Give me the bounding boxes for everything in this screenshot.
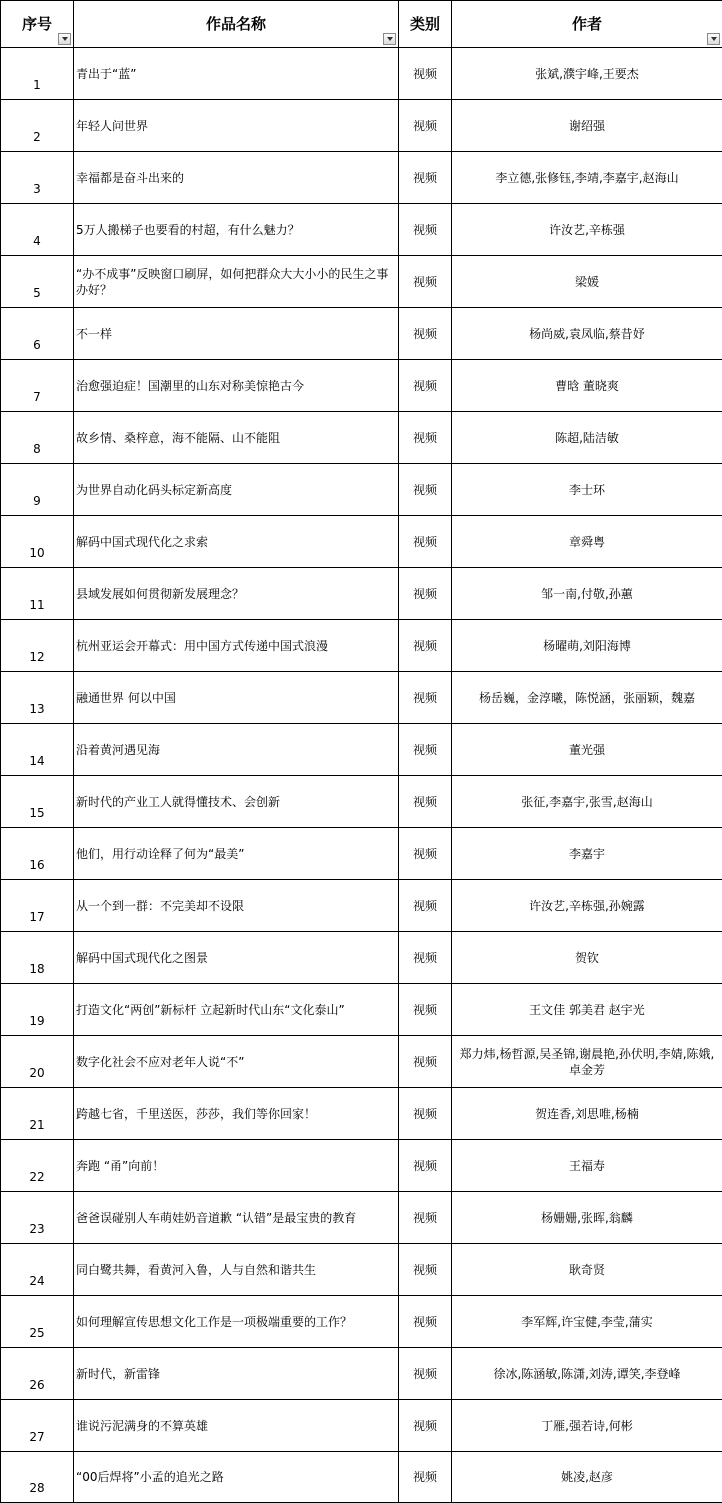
cell-work-title: 解码中国式现代化之求索 [74,516,399,568]
table-row [1,48,722,100]
cell-category: 视频 [399,828,452,880]
cell-work-title: “办不成事”反映窗口刷屏，如何把群众大大小小的民生之事办好？ [74,256,399,308]
cell-number: 17 [1,880,74,932]
cell-work-title: 幸福都是奋斗出来的 [74,152,399,204]
cell-author: 许汝艺,辛栋强 [452,204,722,256]
header-cell-category [399,1,452,48]
cell-category: 视频 [399,152,452,204]
cell-number: 12 [1,620,74,672]
table-row [1,1400,722,1452]
cell-author: 章舜粤 [452,516,722,568]
cell-author: 贺连香,刘思唯,杨楠 [452,1088,722,1140]
cell-number: 5 [1,256,74,308]
table-row [1,880,722,932]
cell-number: 6 [1,308,74,360]
table-row [1,724,722,776]
cell-work-title: 奔跑 “甬”向前！ [74,1140,399,1192]
cell-author: 丁雁,强若诗,何彬 [452,1400,722,1452]
table-row [1,100,722,152]
cell-work-title: 5万人搬梯子也要看的村超，有什么魅力？ [74,204,399,256]
cell-category: 视频 [399,724,452,776]
cell-author: 张征,李嘉宇,张雪,赵海山 [452,776,722,828]
table-row [1,932,722,984]
cell-author: 郑力炜,杨哲源,吴圣锦,谢晨艳,孙伏明,李婧,陈娥,卓金芳 [452,1036,722,1088]
table-row [1,1244,722,1296]
cell-number: 23 [1,1192,74,1244]
cell-number: 10 [1,516,74,568]
header-cell-name [74,1,399,48]
cell-work-title: 新时代，新雷锋 [74,1348,399,1400]
cell-work-title: 跨越七省，千里送医，莎莎，我们等你回家！ [74,1088,399,1140]
cell-work-title: 治愈强迫症！国潮里的山东对称美惊艳古今 [74,360,399,412]
cell-number: 7 [1,360,74,412]
cell-category: 视频 [399,672,452,724]
header-row [1,1,722,48]
cell-author: 谢绍强 [452,100,722,152]
table-row [1,776,722,828]
cell-number: 8 [1,412,74,464]
cell-number: 22 [1,1140,74,1192]
cell-number: 24 [1,1244,74,1296]
cell-number: 9 [1,464,74,516]
cell-category: 视频 [399,48,452,100]
cell-author: 董光强 [452,724,722,776]
table-row [1,828,722,880]
cell-number: 15 [1,776,74,828]
cell-author: 梁媛 [452,256,722,308]
cell-number: 28 [1,1452,74,1503]
cell-author: 杨岳巍，金淳曦，陈悦涵，张丽颖，魏嘉 [452,672,722,724]
cell-author: 耿奇贤 [452,1244,722,1296]
table-row [1,152,722,204]
cell-number: 27 [1,1400,74,1452]
cell-author: 邹一南,付敬,孙蕙 [452,568,722,620]
cell-work-title: 县域发展如何贯彻新发展理念？ [74,568,399,620]
cell-number: 16 [1,828,74,880]
cell-category: 视频 [399,568,452,620]
table-row [1,464,722,516]
table-row [1,516,722,568]
cell-category: 视频 [399,464,452,516]
cell-work-title: 融通世界 何以中国 [74,672,399,724]
cell-category: 视频 [399,516,452,568]
cell-author: 李军辉,许宝健,李莹,蒲实 [452,1296,722,1348]
cell-category: 视频 [399,1400,452,1452]
cell-work-title: 爸爸误碰别人车萌娃奶音道歉 “认错”是最宝贵的教育 [74,1192,399,1244]
cell-work-title: 解码中国式现代化之图景 [74,932,399,984]
cell-work-title: 不一样 [74,308,399,360]
cell-work-title: 他们，用行动诠释了何为“最美” [74,828,399,880]
cell-category: 视频 [399,932,452,984]
cell-category: 视频 [399,776,452,828]
header-cell-num [1,1,74,48]
table-row [1,204,722,256]
cell-author: 王福寿 [452,1140,722,1192]
cell-work-title: 从一个到一群：不完美却不设限 [74,880,399,932]
cell-author: 姚凌,赵彦 [452,1452,722,1503]
cell-author: 杨姗姗,张晖,翁麟 [452,1192,722,1244]
header-label-num: 序号 [1,1,73,47]
cell-work-title: 青出于“蓝” [74,48,399,100]
cell-author: 张斌,濮宇峰,王要杰 [452,48,722,100]
table-row [1,568,722,620]
header-label-author: 作者 [452,1,722,47]
cell-category: 视频 [399,204,452,256]
cell-category: 视频 [399,412,452,464]
header-label-category: 类别 [399,1,451,47]
cell-number: 14 [1,724,74,776]
cell-work-title: 沿着黄河遇见海 [74,724,399,776]
cell-category: 视频 [399,620,452,672]
cell-author: 李士环 [452,464,722,516]
cell-number: 4 [1,204,74,256]
cell-number: 26 [1,1348,74,1400]
table-row [1,1140,722,1192]
cell-work-title: 杭州亚运会开幕式：用中国方式传递中国式浪漫 [74,620,399,672]
table-row [1,1348,722,1400]
cell-category: 视频 [399,256,452,308]
filter-dropdown-icon[interactable] [707,33,720,45]
table-row [1,984,722,1036]
cell-work-title: 数字化社会不应对老年人说“不” [74,1036,399,1088]
cell-author: 许汝艺,辛栋强,孙婉露 [452,880,722,932]
cell-author: 贺钦 [452,932,722,984]
table-row [1,1452,722,1503]
table-row [1,1036,722,1088]
cell-work-title: 年轻人问世界 [74,100,399,152]
cell-category: 视频 [399,1452,452,1503]
cell-number: 13 [1,672,74,724]
cell-number: 20 [1,1036,74,1088]
cell-number: 2 [1,100,74,152]
cell-number: 25 [1,1296,74,1348]
cell-category: 视频 [399,1192,452,1244]
cell-category: 视频 [399,1140,452,1192]
table-row [1,1192,722,1244]
cell-category: 视频 [399,1244,452,1296]
cell-number: 1 [1,48,74,100]
table-row [1,256,722,308]
filter-dropdown-icon[interactable] [58,33,71,45]
cell-work-title: 谁说污泥满身的不算英雄 [74,1400,399,1452]
table-row [1,308,722,360]
cell-category: 视频 [399,984,452,1036]
table-row [1,1296,722,1348]
table-row [1,620,722,672]
cell-category: 视频 [399,308,452,360]
table-row [1,1088,722,1140]
cell-author: 曹晗 董晓爽 [452,360,722,412]
cell-category: 视频 [399,1088,452,1140]
cell-work-title: 故乡情、桑梓意，海不能隔、山不能阻 [74,412,399,464]
cell-work-title: “00后焊将”小孟的追光之路 [74,1452,399,1503]
cell-number: 21 [1,1088,74,1140]
cell-category: 视频 [399,100,452,152]
cell-category: 视频 [399,360,452,412]
cell-number: 18 [1,932,74,984]
cell-author: 李嘉宇 [452,828,722,880]
cell-author: 徐冰,陈涵敏,陈潇,刘涛,谭笑,李登峰 [452,1348,722,1400]
cell-number: 11 [1,568,74,620]
cell-number: 3 [1,152,74,204]
header-cell-author [452,1,722,48]
cell-author: 杨曜萌,刘阳海博 [452,620,722,672]
cell-author: 李立德,张修钰,李靖,李嘉宇,赵海山 [452,152,722,204]
cell-work-title: 打造文化“两创”新标杆 立起新时代山东“文化泰山” [74,984,399,1036]
cell-author: 王文佳 郭美君 赵宇光 [452,984,722,1036]
cell-work-title: 如何理解宣传思想文化工作是一项极端重要的工作？ [74,1296,399,1348]
cell-number: 19 [1,984,74,1036]
cell-category: 视频 [399,1348,452,1400]
header-label-name: 作品名称 [74,1,398,47]
cell-author: 陈超,陆洁敏 [452,412,722,464]
filter-dropdown-icon[interactable] [383,33,396,45]
table-row [1,412,722,464]
cell-work-title: 为世界自动化码头标定新高度 [74,464,399,516]
cell-author: 杨尚威,袁凤临,蔡昔妤 [452,308,722,360]
cell-category: 视频 [399,1296,452,1348]
table-row [1,360,722,412]
cell-category: 视频 [399,880,452,932]
cell-work-title: 同白鹭共舞，看黄河入鲁，人与自然和谐共生 [74,1244,399,1296]
cell-work-title: 新时代的产业工人就得懂技术、会创新 [74,776,399,828]
cell-category: 视频 [399,1036,452,1088]
table-row [1,672,722,724]
